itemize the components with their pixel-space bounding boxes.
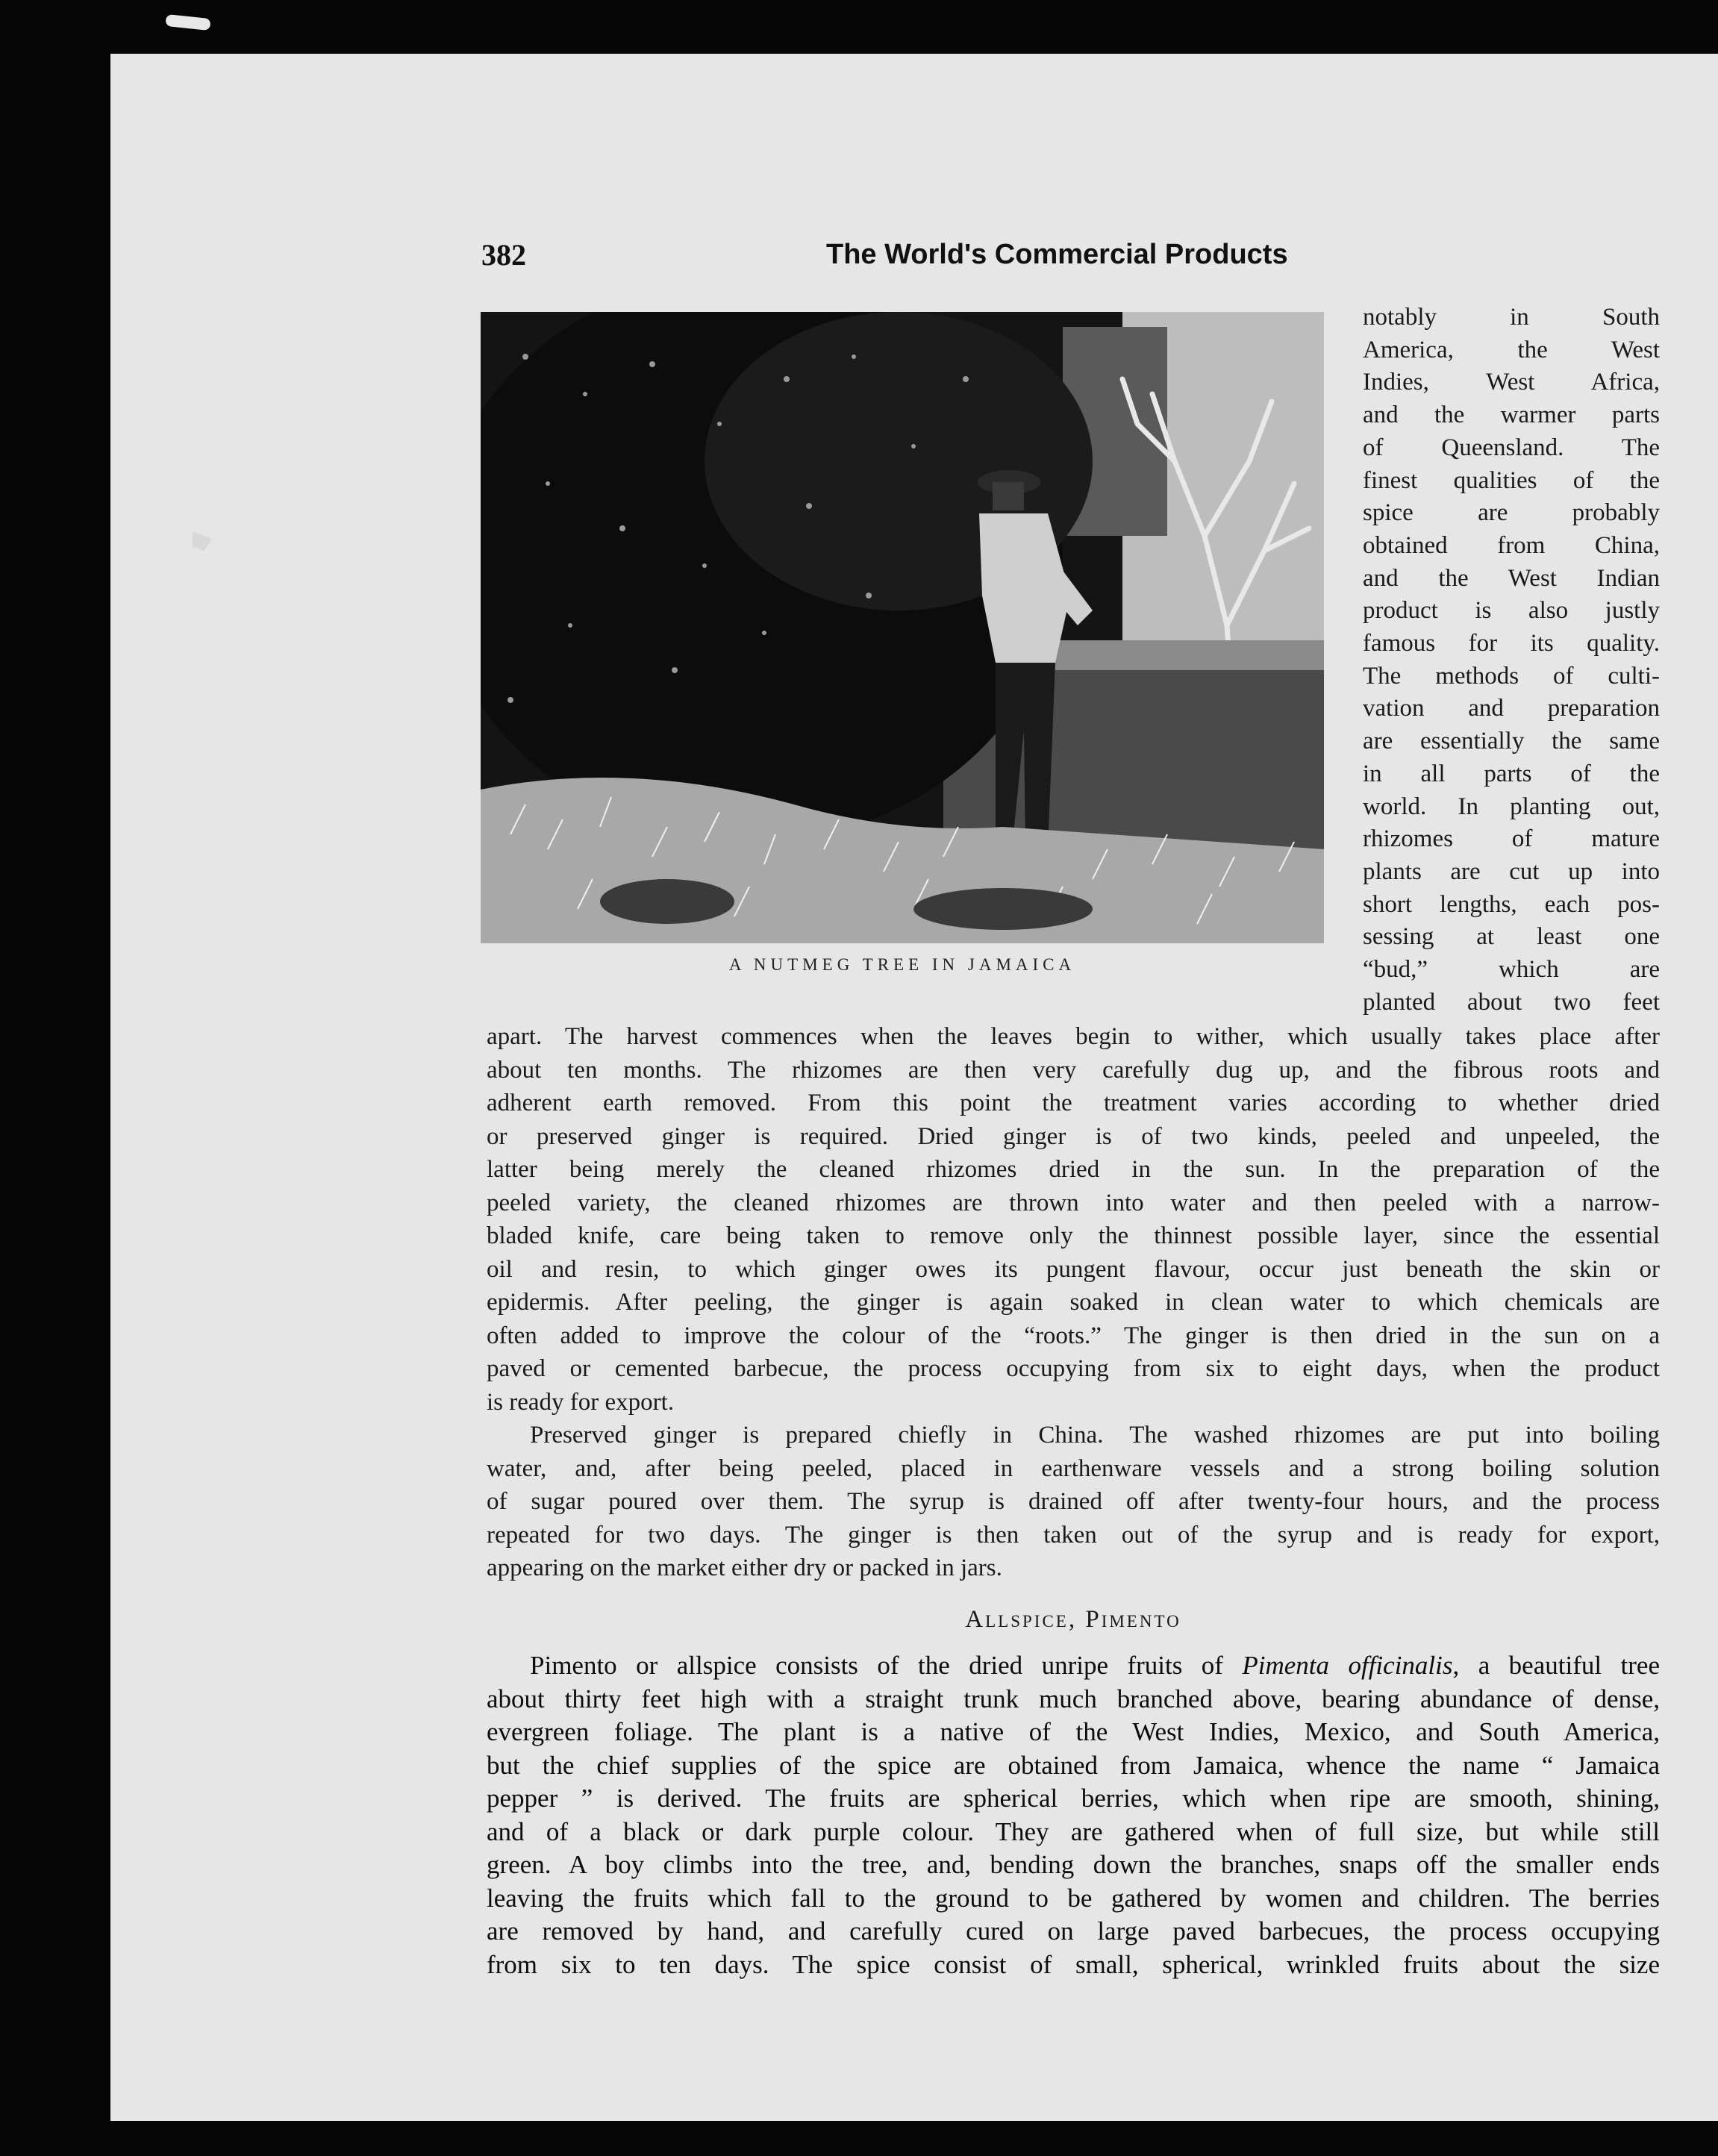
text-line: short lengths, each pos- <box>1363 890 1660 918</box>
text-line: spice are probably <box>1363 499 1660 527</box>
text-line: vation and preparation <box>1363 695 1660 722</box>
text-line: adherent earth removed. From this point the treatment varies according to whether dried <box>487 1090 1660 1116</box>
nutmeg-tree-photo <box>481 312 1324 943</box>
text-line: and the warmer parts <box>1363 401 1660 429</box>
text-line: or preserved ginger is required. Dried ginger is of two kinds, peeled and unpeeled, the <box>487 1122 1660 1150</box>
text-line: product is also justly <box>1363 597 1660 625</box>
body-text <box>487 1020 1660 1981</box>
text-line: “bud,” which are <box>1363 956 1660 984</box>
text-line: planted about two feet <box>1363 988 1660 1016</box>
text-line: paved or cemented barbecue, the process occupying from six to eight days, when the product <box>487 1355 1660 1382</box>
text-line: apart. The harvest commences when the leaves begin to wither, which usually takes place after <box>487 1023 1660 1050</box>
wrapped-text-column <box>1363 301 1660 1019</box>
text-line <box>487 1649 1660 1683</box>
section-heading: Allspice, Pimento <box>965 1605 1181 1633</box>
text-line: is ready for export. <box>487 1388 675 1416</box>
text-line: and the West Indian <box>1363 564 1660 592</box>
text-line: water, and, after being peeled, placed in earthenware vessels and a strong boiling solution <box>487 1454 1660 1482</box>
text-line: but the chief supplies of the spice are obtained from Jamaica, whence the name “ Jamaica <box>487 1750 1660 1780</box>
text-line: are essentially the same <box>1363 728 1660 755</box>
page-number: 382 <box>481 238 526 272</box>
text-fragment: , a beautiful tree <box>1452 1651 1660 1680</box>
text-line: about thirty feet high with a straight trunk much branched above, bearing abundance of dense, <box>487 1684 1660 1713</box>
text-line: appearing on the market either dry or packed in jars. <box>487 1554 1002 1581</box>
species-name: Pimenta officinalis <box>1242 1651 1453 1680</box>
text-line: green. A boy climbs into the tree, and, bending down the branches, snaps off the smaller ends <box>487 1850 1660 1879</box>
text-line: often added to improve the colour of the “roots.” The ginger is then dried in the sun on a <box>487 1322 1660 1349</box>
text-line: America, the West <box>1363 336 1660 363</box>
text-line: peeled variety, the cleaned rhizomes are thrown into water and then peeled with a narrow- <box>487 1189 1660 1216</box>
text-line: of Queensland. The <box>1363 434 1660 461</box>
text-fragment: Pimento or allspice consists of the dried unripe fruits of <box>530 1651 1243 1680</box>
text-line: about ten months. The rhizomes are then very carefully dug up, and the fibrous roots and <box>487 1056 1660 1084</box>
text-line: in all parts of the <box>1363 760 1660 787</box>
photo-illustration <box>481 312 1324 943</box>
text-line: obtained from China, <box>1363 531 1660 559</box>
text-line: oil and resin, to which ginger owes its pungent flavour, occur just beneath the skin or <box>487 1255 1660 1283</box>
running-title: The World's Commercial Products <box>826 239 1288 270</box>
text-line: epidermis. After peeling, the ginger is again soaked in clean water to which chemicals are <box>487 1289 1660 1316</box>
text-line: The methods of culti- <box>1363 662 1660 690</box>
text-line: leaving the fruits which fall to the ground to be gathered by women and children. The berries <box>487 1883 1660 1913</box>
scan-artifact <box>165 14 210 31</box>
text-line: from six to ten days. The spice consist of small, spherical, wrinkled fruits about the size <box>487 1949 1660 1979</box>
text-line: famous for its quality. <box>1363 630 1660 657</box>
text-line: Preserved ginger is prepared chiefly in China. The washed rhizomes are put into boiling <box>530 1422 1660 1449</box>
text-line: pepper ” is derived. The fruits are spherical berries, which when ripe are smooth, shining, <box>487 1784 1660 1813</box>
text-line: are removed by hand, and carefully cured on large paved barbecues, the process occupying <box>487 1916 1660 1946</box>
running-head <box>481 237 1328 275</box>
text-line: of sugar poured over them. The syrup is drained off after twenty-four hours, and the process <box>487 1488 1660 1515</box>
text-line: sessing at least one <box>1363 923 1660 951</box>
text-line: latter being merely the cleaned rhizomes dried in the sun. In the preparation of the <box>487 1156 1660 1183</box>
figure-caption: A NUTMEG TREE IN JAMAICA <box>728 955 1076 974</box>
text-line: rhizomes of mature <box>1363 825 1660 853</box>
text-line: and of a black or dark purple colour. They are gathered when of full size, but while still <box>487 1816 1660 1846</box>
text-line: world. In planting out, <box>1363 793 1660 820</box>
text-line: Indies, West Africa, <box>1363 369 1660 396</box>
text-line: finest qualities of the <box>1363 466 1660 494</box>
text-line: bladed knife, care being taken to remove only the thinnest possible layer, since the essential <box>487 1222 1660 1249</box>
text-line: evergreen foliage. The plant is a native of the West Indies, Mexico, and South America, <box>487 1717 1660 1746</box>
page-edge-mark <box>193 531 212 551</box>
text-line: notably in South <box>1363 304 1660 331</box>
text-line: repeated for two days. The ginger is then taken out of the syrup and is ready for export, <box>487 1521 1660 1549</box>
text-line: plants are cut up into <box>1363 857 1660 885</box>
